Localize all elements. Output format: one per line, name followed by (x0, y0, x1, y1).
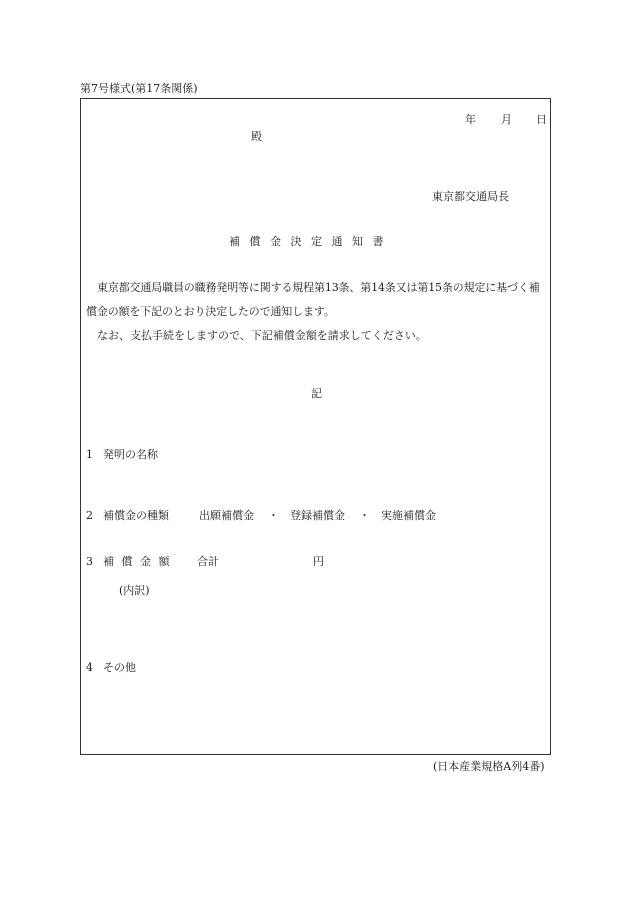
notice-body (86, 276, 546, 348)
form-number-label: 第7号様式(第17条関係) (80, 82, 198, 95)
breakdown-label: (内訳) (119, 584, 150, 597)
notice-paragraph-1: 東京都交通局職員の職務発明等に関する規程第13条、第14条又は第15条の規定に基づく補償金の額を下記のとおり決定したので通知します。 (86, 281, 540, 318)
document-title: 補 償 金 決 定 通 知 書 (229, 235, 387, 248)
yen-unit: 円 (313, 555, 324, 568)
item-4-number: 4 (86, 661, 93, 674)
notice-paragraph-2: なお、支払手続をしますので、下記補償金額を請求してください。 (97, 329, 427, 342)
item-2-label: 補償金の種類 (103, 509, 169, 522)
issuer-name: 東京都交通局長 (432, 190, 509, 203)
paper-size-note: (日本産業規格A列4番) (433, 760, 545, 773)
total-label: 合計 (197, 555, 219, 568)
item-1-label: 発明の名称 (103, 448, 158, 461)
item-3-number: 3 (86, 555, 93, 568)
item-2-number: 2 (86, 509, 93, 522)
option-separator-1: ・ (268, 509, 279, 522)
ki-heading: 記 (311, 387, 322, 400)
option-registration-compensation: 登録補償金 (290, 509, 345, 522)
item-3-label: 補 償 金 額 (103, 555, 172, 568)
date-month: 月 (501, 113, 512, 126)
option-implementation-compensation: 実施補償金 (381, 509, 436, 522)
date-day: 日 (536, 113, 547, 126)
addressee-suffix: 殿 (251, 130, 262, 143)
item-4-label: その他 (103, 661, 136, 674)
item-1-number: 1 (86, 448, 93, 461)
option-separator-2: ・ (359, 509, 370, 522)
option-application-compensation: 出願補償金 (199, 509, 254, 522)
date-year: 年 (465, 113, 476, 126)
